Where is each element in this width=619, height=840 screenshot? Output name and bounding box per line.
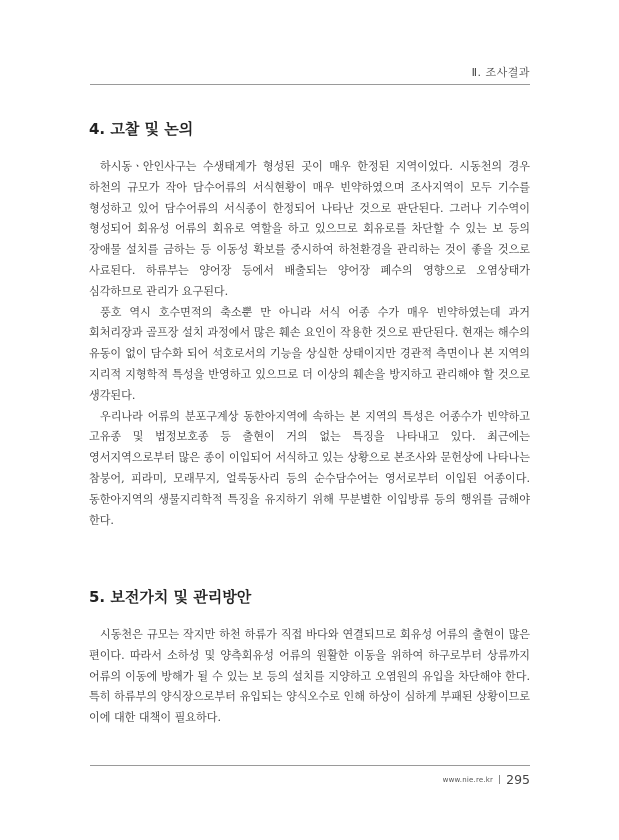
header-rule — [90, 84, 530, 85]
footer-rule — [90, 765, 530, 766]
paragraph: 하시동ㆍ안인사구는 수생태계가 형성된 곳이 매우 한정된 지역이었다. 시동천의 경우 하천의 규모가 작아 담수어류의 서식현황이 매우 빈약하였으며 조사지역이 모두 기수를 형성하고 있어 담수어류의 서식종이 한정되어 나타난 것으로 판단된다. 그러나 기수역이 형성되어 회유성 어류의 회유로 역할을 하고 있으므로 회유로를 차단할 수 있는 보 등의 장애물 설치를 금하는 등 이동성 확보를 중시하여 하천환경을 관리하는 것이 좋을 것으로 사료된다. 하류부는 양어장 등에서 배출되는 양어장 폐수의 영향으로 오염상태가 심각하므로 관리가 요구된다. — [89, 160, 530, 298]
running-header-section: Ⅱ. 조사결과 — [471, 66, 530, 79]
paragraph: 우리나라 어류의 분포구계상 동한아지역에 속하는 본 지역의 특성은 어종수가 빈약하고 고유종 및 법정보호종 등 출현이 거의 없는 특징을 나타내고 있다. 최근에는 영서지역으로부터 많은 종이 이입되어 서식하고 있는 상황으로 본조사와 문헌상에 나타나는 참붕어, 피라미, 모래무지, 얼룩동사리 등의 순수담수어는 영서로부터 이입된 어종이다. 동한아지역의 생물지리학적 특징을 유지하기 위해 무분별한 이입방류 등의 행위를 금해야 한다. — [89, 409, 530, 527]
footer-divider — [499, 775, 500, 784]
paragraph: 시동천은 규모는 작지만 하천 하류가 직접 바다와 연결되므로 회유성 어류의 출현이 많은 편이다. 따라서 소하성 및 양측회유성 어류의 원활한 이동을 위하여 하구로부터 상류까지 어류의 이동에 방해가 될 수 있는 보 등의 설치를 지양하고 오염원의 유입을 차단해야 한다. 특히 하류부의 양식장으로부터 유입되는 양식오수로 인해 하상이 심하게 부패된 상황이므로 이에 대한 대책이 필요하다. — [89, 628, 530, 725]
section-heading-discussion: 4. 고찰 및 논의 — [89, 120, 194, 138]
section-body-conservation — [89, 625, 530, 729]
page-footer — [443, 772, 530, 787]
section-body-discussion — [89, 157, 530, 531]
section-heading-conservation: 5. 보전가치 및 관리방안 — [89, 588, 252, 606]
footer-url: www.nie.re.kr — [442, 775, 494, 784]
paragraph: 풍호 역시 호수면적의 축소뿐 만 아니라 서식 어종 수가 매우 빈약하였는데 과거 회처리장과 골프장 설치 과정에서 많은 훼손 요인이 작용한 것으로 판단된다. 현재는 해수의 유동이 없이 담수화 되어 석호로서의 기능을 상실한 상태이지만 경관적 측면이나 본 지역의 지리적 지형학적 특성을 반영하고 있으므로 더 이상의 훼손을 방지하고 관리해야 할 것으로 생각된다. — [89, 305, 530, 402]
page-number: 295 — [506, 772, 530, 787]
